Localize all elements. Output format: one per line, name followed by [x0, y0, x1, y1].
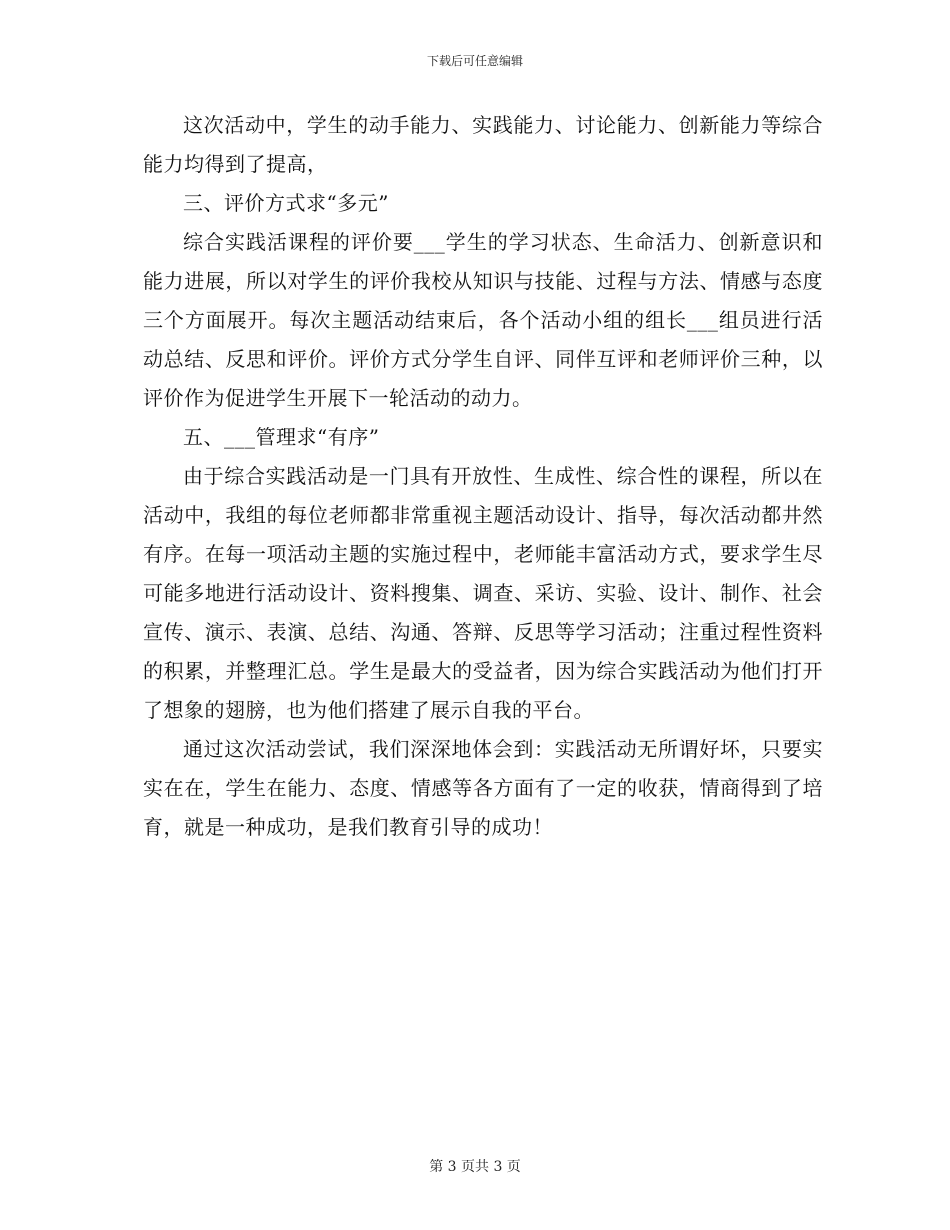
paragraph-ability-improved: 这次活动中，学生的动手能力、实践能力、讨论能力、创新能力等综合能力均得到了提高，: [143, 113, 823, 176]
paragraph-evaluation: 综合实践活课程的评价要___学生的学习状态、生命活力、创新意识和能力进展，所以对学生的评价我校从知识与技能、过程与方法、情感与态度三个方面展开。每次主题活动结束后，各个活动小组的组长___组员进行活动总结、反思和评价。评价方式分学生自评、同伴互评和老师评价三种，以评价作为促进学生开展下一轮活动的动力。: [143, 230, 823, 410]
paragraph-management: 由于综合实践活动是一门具有开放性、生成性、综合性的课程，所以在活动中，我组的每位老师都非常重视主题活动设计、指导，每次活动都井然有序。在每一项活动主题的实施过程中，老师能丰富活动方式，要求学生尽可能多地进行活动设计、资料搜集、调查、采访、实验、设计、制作、社会宣传、演示、表演、总结、沟通、答辩、反思等学习活动；注重过程性资料的积累，并整理汇总。学生是最大的受益者，因为综合实践活动为他们打开了想象的翅膀，也为他们搭建了展示自我的平台。: [143, 464, 823, 722]
page-footer: 第 3 页共 3 页: [429, 1159, 521, 1175]
paragraph-conclusion: 通过这次活动尝试，我们深深地体会到：实践活动无所谓好坏，只要实实在在，学生在能力、态度、情感等各方面有了一定的收获，情商得到了培育，就是一种成功，是我们教育引导的成功！: [143, 737, 823, 839]
document-body: [143, 106, 823, 847]
section-heading-evaluation: 三、评价方式求“多元”: [183, 191, 389, 215]
page-header: 下载后可任意编辑: [426, 54, 523, 68]
section-heading-management: 五、___管理求“有序”: [183, 425, 380, 449]
